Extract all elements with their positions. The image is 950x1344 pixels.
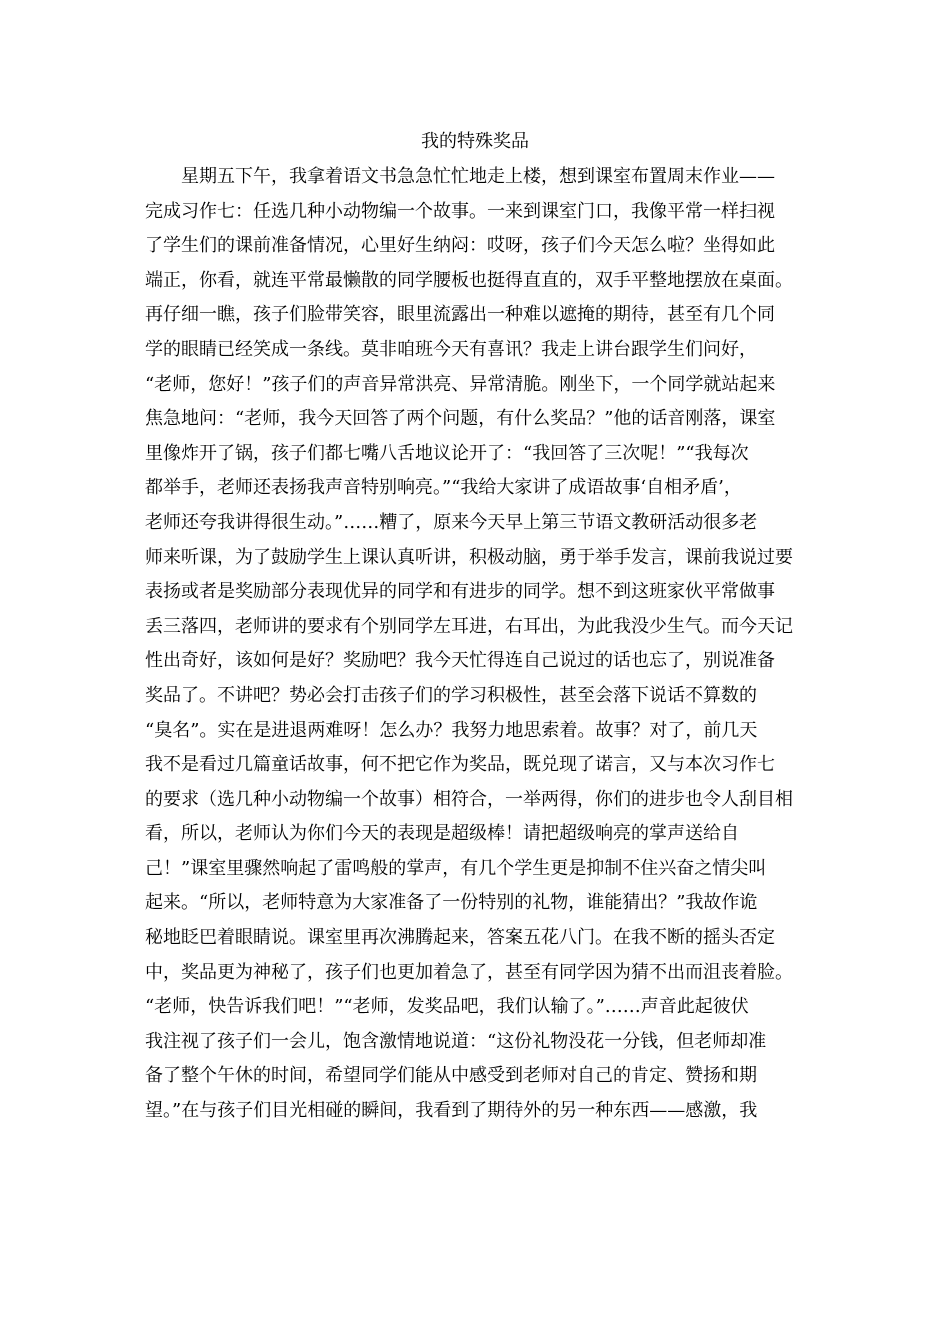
text-line: 焦急地问：“老师，我今天回答了两个问题，有什么奖品？”他的话音刚落，课室 <box>145 408 776 430</box>
text-line: 都举手，老师还表扬我声音特别响亮。”“我给大家讲了成语故事‘自相矛盾’， <box>145 477 742 499</box>
text-line: 里像炸开了锅，孩子们都七嘴八舌地议论开了：“我回答了三次呢！”“我每次 <box>145 442 749 464</box>
text-line: 表扬或者是奖励部分表现优异的同学和有进步的同学。想不到这班家伙平常做事 <box>145 581 775 603</box>
text-line: 看，所以，老师认为你们今天的表现是超级棒！请把超级响亮的掌声送给自 <box>145 823 739 845</box>
document-title: 我的特殊奖品 <box>421 131 529 152</box>
text-line: “臭名”。实在是进退两难呀！怎么办？我努力地思索着。故事？对了，前几天 <box>145 719 758 741</box>
text-line: “老师，快告诉我们吧！”“老师，发奖品吧，我们认输了。”……声音此起彼伏 <box>145 996 749 1018</box>
text-line: 我不是看过几篇童话故事，何不把它作为奖品，既兑现了诺言，又与本次习作七 <box>145 754 775 776</box>
text-line: 性出奇好，该如何是好？奖励吧？我今天忙得连自己说过的话也忘了，别说准备 <box>145 650 775 672</box>
text-line: 的要求（选几种小动物编一个故事）相符合，一举两得，你们的进步也令人刮目相 <box>145 788 793 810</box>
text-line: 端正，你看，就连平常最懒散的同学腰板也挺得直直的，双手平整地摆放在桌面。 <box>145 269 793 291</box>
text-line: 再仔细一瞧，孩子们脸带笑容，眼里流露出一种难以遮掩的期待，甚至有几个同 <box>145 304 775 326</box>
text-line: 中，奖品更为神秘了，孩子们也更加着急了，甚至有同学因为猜不出而沮丧着脸。 <box>145 961 793 983</box>
text-line: 备了整个午休的时间，希望同学们能从中感受到老师对自己的肯定、赞扬和期 <box>145 1065 757 1087</box>
text-line: 了学生们的课前准备情况，心里好生纳闷：哎呀，孩子们今天怎么啦？坐得如此 <box>145 235 775 257</box>
text-line: “老师，您好！”孩子们的声音异常洪亮、异常清脆。刚坐下，一个同学就站起来 <box>145 373 776 395</box>
text-line: 秘地眨巴着眼睛说。课室里再次沸腾起来，答案五花八门。在我不断的摇头否定 <box>145 927 775 949</box>
text-line: 己！”课室里骤然响起了雷鸣般的掌声，有几个学生更是抑制不住兴奋之情尖叫 <box>145 857 767 879</box>
text-line: 完成习作七：任选几种小动物编一个故事。一来到课室门口，我像平常一样扫视 <box>145 200 775 222</box>
document-body <box>145 160 825 1129</box>
text-line: 老师还夸我讲得很生动。”……糟了，原来今天早上第三节语文教研活动很多老 <box>145 511 758 533</box>
text-line: 望。”在与孩子们目光相碰的瞬间，我看到了期待外的另一种东西——感激，我 <box>145 1100 758 1122</box>
text-line: 我注视了孩子们一会儿，饱含激情地说道：“这份礼物没花一分钱，但老师却准 <box>145 1030 767 1052</box>
text-line: 丢三落四，老师讲的要求有个别同学左耳进，右耳出，为此我没少生气。而今天记 <box>145 615 793 637</box>
text-line: 星期五下午，我拿着语文书急急忙忙地走上楼，想到课室布置周末作业—— <box>145 166 775 187</box>
text-line: 学的眼睛已经笑成一条线。莫非咱班今天有喜讯？我走上讲台跟学生们问好， <box>145 338 757 360</box>
text-line: 奖品了。不讲吧？势必会打击孩子们的学习积极性，甚至会落下说话不算数的 <box>145 684 757 706</box>
text-line: 师来听课，为了鼓励学生上课认真听讲，积极动脑，勇于举手发言，课前我说过要 <box>145 546 793 568</box>
text-line: 起来。“所以，老师特意为大家准备了一份特别的礼物，谁能猜出？”我故作诡 <box>145 892 758 914</box>
